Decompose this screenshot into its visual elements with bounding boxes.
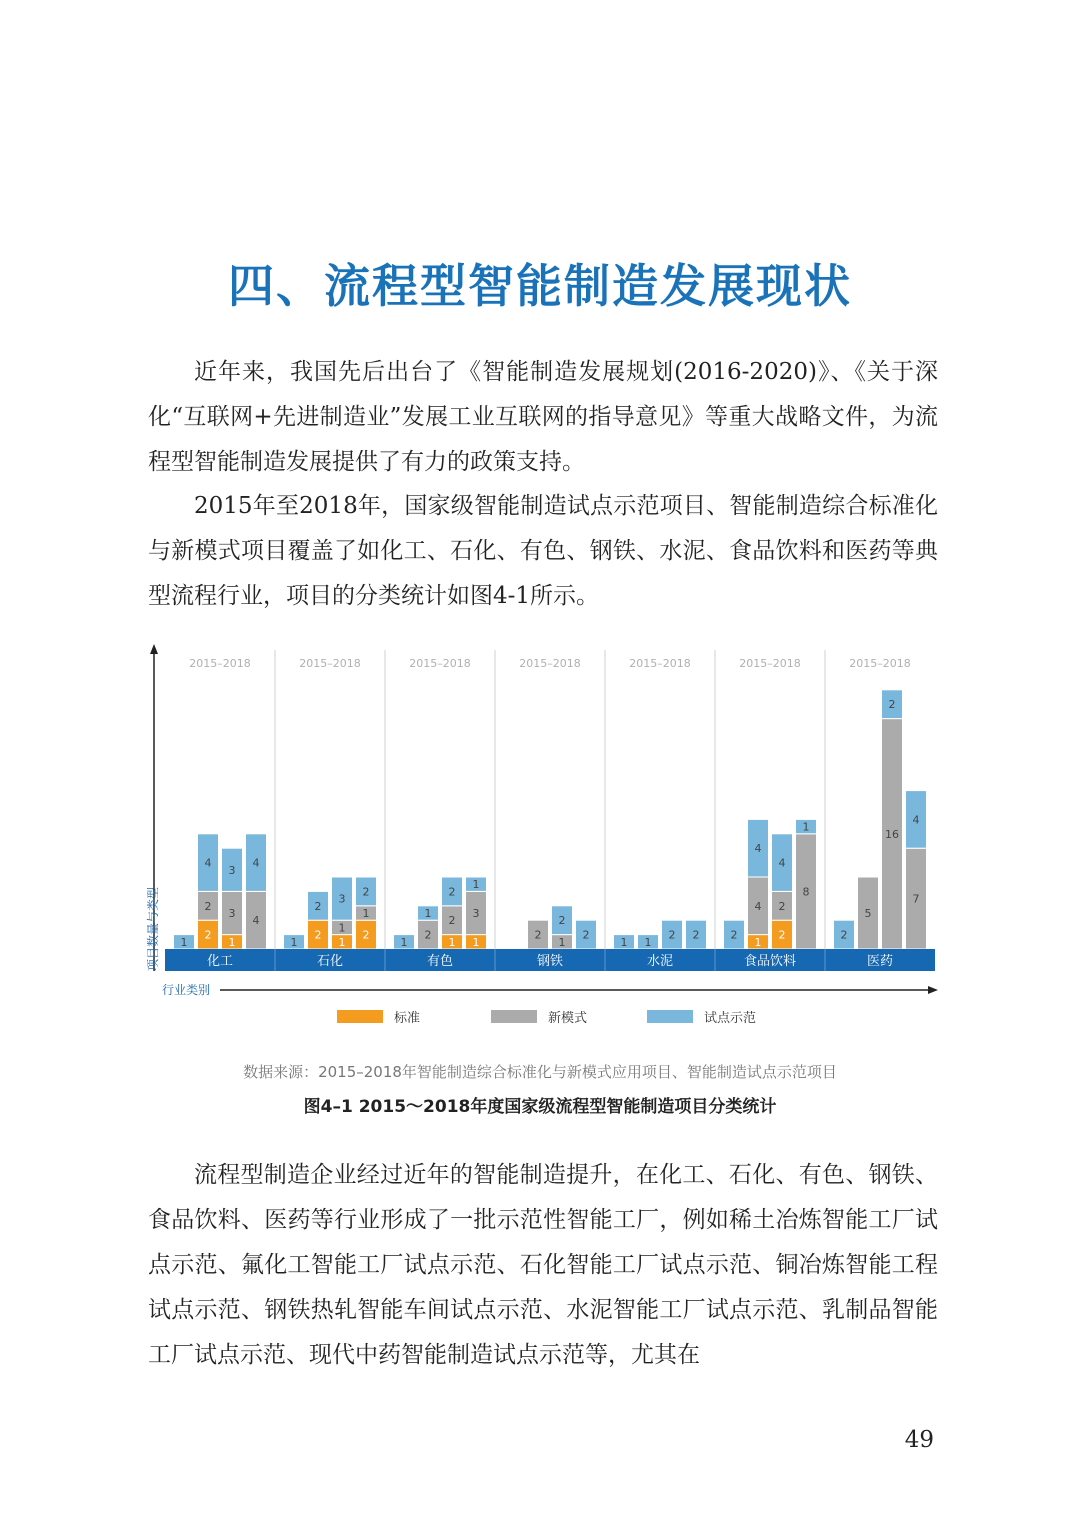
data-label: 2 [692,928,700,942]
data-label: 2 [582,928,590,942]
data-label: 2 [448,914,456,928]
figure-caption: 图4–1 2015～2018年度国家级流程型智能制造项目分类统计 [303,1097,777,1117]
data-label: 2 [448,885,456,899]
x-axis-label: 行业类别 [162,983,211,997]
data-label: 3 [338,892,346,906]
legend-label: 标准 [394,1011,421,1026]
category-label: 钢铁 [536,954,564,969]
data-label: 3 [228,907,236,920]
x-axis-arrow [928,986,938,994]
figure-source: 数据来源：2015–2018年智能制造综合标准化与新模式应用项目、智能制造试点示范项目 [243,1063,837,1081]
period-label: 2015–2018 [189,657,251,670]
data-label: 8 [802,885,810,899]
data-label: 2 [362,928,370,942]
data-label: 2 [534,928,542,942]
data-label: 1 [620,935,628,949]
category-label: 食品饮料 [743,954,797,969]
data-label: 1 [180,935,188,949]
data-label: 5 [864,907,872,920]
data-label: 16 [885,827,899,841]
data-label: 1 [290,935,298,949]
stacked-bar-chart [145,642,945,1042]
y-axis-arrow [150,644,158,654]
data-label: 1 [802,820,810,834]
period-label: 2015–2018 [739,657,801,670]
period-label: 2015–2018 [629,657,691,670]
data-label: 7 [912,892,920,906]
y-axis-label: 项目数量与类型 [146,886,160,971]
data-label: 3 [228,863,236,877]
data-label: 2 [204,928,212,942]
data-label: 4 [754,842,762,856]
category-label: 有色 [426,954,454,969]
data-label: 2 [778,928,786,942]
data-label: 4 [252,914,260,928]
data-label: 1 [228,935,236,949]
period-label: 2015–2018 [849,657,911,670]
data-label: 2 [314,928,322,942]
data-label: 2 [840,928,848,942]
legend-label: 新模式 [548,1011,588,1026]
page-number: 49 [904,1427,934,1453]
data-label: 2 [888,698,896,712]
data-label: 4 [252,856,260,870]
category-label: 医药 [866,954,894,969]
data-label: 1 [472,935,480,949]
data-label: 1 [644,935,652,949]
page-title: 四、流程型智能制造发展现状 [228,259,852,313]
data-label: 1 [362,907,370,920]
data-label: 2 [668,928,676,942]
legend-swatch [337,1010,383,1023]
data-label: 1 [338,921,346,935]
data-label: 2 [204,899,212,913]
data-label: 1 [424,907,432,920]
data-label: 4 [778,856,786,870]
data-label: 4 [912,813,920,827]
paragraph: 2015年至2018年，国家级智能制造试点示范项目、智能制造综合标准化与新模式项目覆盖了如化工、石化、有色、钢铁、水泥、食品饮料和医药等典型流程行业，项目的分类统计如图4-1所示。 [148,493,938,609]
data-label: 1 [558,935,566,949]
data-label: 2 [362,885,370,899]
category-label: 化工 [206,954,234,969]
data-label: 3 [472,907,480,920]
data-label: 2 [424,928,432,942]
period-label: 2015–2018 [519,657,581,670]
period-label: 2015–2018 [299,657,361,670]
data-label: 1 [400,935,408,949]
legend-swatch [647,1010,693,1023]
paragraph: 近年来，我国先后出台了《智能制造发展规划(2016-2020)》、《关于深化“互联网+先进制造业”发展工业互联网的指导意见》等重大战略文件，为流程型智能制造发展提供了有力的政策支持。 [148,359,938,475]
data-label: 4 [754,899,762,913]
data-label: 2 [730,928,738,942]
figure-chart [145,642,945,1046]
data-label: 2 [778,899,786,913]
data-label: 2 [314,899,322,913]
period-label: 2015–2018 [409,657,471,670]
legend-swatch [491,1010,537,1023]
legend-label: 试点示范 [704,1011,757,1026]
data-label: 1 [338,935,346,949]
data-label: 1 [472,878,480,892]
category-label: 水泥 [646,954,674,969]
data-label: 1 [448,935,456,949]
category-label: 石化 [316,954,344,969]
paragraph: 流程型制造企业经过近年的智能制造提升，在化工、石化、有色、钢铁、食品饮料、医药等行业形成了一批示范性智能工厂，例如稀土冶炼智能工厂试点示范、氟化工智能工厂试点示范、石化智能工厂试点示范、铜冶炼智能工程试点示范、钢铁热轧智能车间试点示范、水泥智能工厂试点示范、乳制品智能工厂试点示范、现代中药智能制造试点示范等，尤其在 [148,1162,938,1368]
data-label: 1 [754,935,762,949]
data-label: 2 [558,914,566,928]
data-label: 4 [204,856,212,870]
